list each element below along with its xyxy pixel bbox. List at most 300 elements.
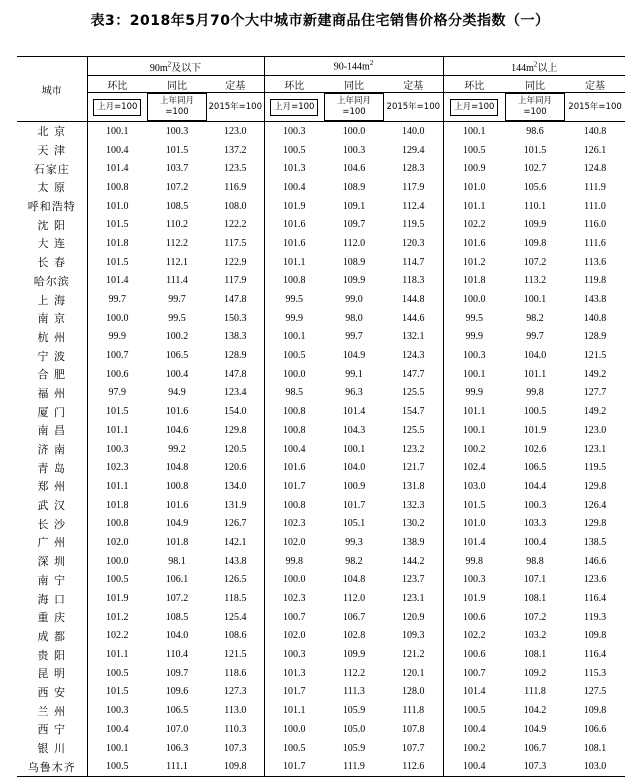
header-row-groups bbox=[17, 57, 625, 76]
index-value: 100.4 bbox=[264, 178, 324, 197]
index-value: 99.5 bbox=[443, 309, 505, 328]
index-value: 99.7 bbox=[526, 331, 544, 343]
index-value: 102.3 bbox=[87, 458, 147, 477]
city-name: 太 原 bbox=[37, 181, 66, 195]
index-value: 101.5 bbox=[87, 402, 147, 421]
city-name: 哈尔滨 bbox=[33, 274, 70, 288]
index-value: 104.3 bbox=[342, 424, 366, 436]
index-value: 107.7 bbox=[402, 742, 425, 754]
index-value: 109.7 bbox=[165, 667, 189, 679]
base-period-header: 上年同月=100 bbox=[324, 93, 384, 122]
table-row bbox=[17, 234, 625, 253]
city-name: 上 海 bbox=[37, 293, 66, 307]
index-value: 108.1 bbox=[583, 742, 607, 754]
metric-header: 环比 bbox=[443, 76, 505, 93]
index-value: 101.9 bbox=[523, 424, 547, 436]
index-value: 101.1 bbox=[523, 368, 547, 380]
index-value: 111.9 bbox=[324, 757, 384, 776]
index-value: 99.1 bbox=[345, 368, 363, 380]
index-value: 129.8 bbox=[583, 518, 607, 530]
index-value: 147.7 bbox=[402, 368, 425, 380]
index-value: 124.8 bbox=[583, 163, 607, 175]
index-value: 144.6 bbox=[402, 312, 425, 324]
table-row bbox=[17, 253, 625, 272]
city-name: 宁 波 bbox=[37, 349, 66, 363]
index-value: 100.5 bbox=[523, 406, 547, 418]
index-value: 100.3 bbox=[87, 440, 147, 459]
index-value: 100.8 bbox=[87, 514, 147, 533]
index-value: 143.8 bbox=[224, 555, 247, 567]
index-value: 100.1 bbox=[342, 443, 366, 455]
metric-header: 同比 bbox=[505, 76, 565, 93]
table-row bbox=[17, 701, 625, 720]
index-value: 116.9 bbox=[224, 181, 247, 193]
index-value: 126.1 bbox=[583, 144, 607, 156]
index-value: 125.5 bbox=[402, 387, 425, 399]
index-value: 127.5 bbox=[583, 686, 607, 698]
index-value: 108.1 bbox=[523, 649, 547, 661]
index-value: 121.2 bbox=[402, 649, 425, 661]
index-value: 101.6 bbox=[443, 234, 505, 253]
index-value: 100.5 bbox=[264, 739, 324, 758]
index-value: 102.7 bbox=[523, 163, 547, 175]
index-value: 108.1 bbox=[523, 593, 547, 605]
base-period-header: 上月=100 bbox=[264, 93, 324, 122]
index-value: 100.8 bbox=[264, 421, 324, 440]
index-value: 101.4 bbox=[443, 533, 505, 552]
index-value: 102.4 bbox=[443, 458, 505, 477]
index-value: 101.6 bbox=[264, 234, 324, 253]
index-value: 101.7 bbox=[264, 477, 324, 496]
index-value: 100.3 bbox=[264, 645, 324, 664]
index-value: 101.5 bbox=[523, 144, 547, 156]
index-value: 102.0 bbox=[87, 533, 147, 552]
index-value: 100.4 bbox=[443, 720, 505, 739]
city-name: 厦 门 bbox=[37, 405, 66, 419]
index-value: 106.5 bbox=[165, 705, 189, 717]
city-name: 大 连 bbox=[37, 237, 66, 251]
index-value: 143.8 bbox=[583, 294, 607, 306]
index-value: 149.2 bbox=[583, 406, 607, 418]
index-value: 138.5 bbox=[583, 536, 607, 548]
table-row bbox=[17, 739, 625, 758]
index-value: 100.1 bbox=[264, 328, 324, 347]
index-value: 100.2 bbox=[443, 440, 505, 459]
index-value: 98.2 bbox=[526, 312, 544, 324]
index-value: 101.1 bbox=[87, 421, 147, 440]
metric-header: 同比 bbox=[147, 76, 207, 93]
base-period-header: 上年同月=100 bbox=[505, 93, 565, 122]
index-value: 103.7 bbox=[165, 163, 189, 175]
index-value: 99.8 bbox=[264, 552, 324, 571]
index-value: 100.1 bbox=[443, 122, 505, 141]
index-value: 98.2 bbox=[345, 555, 363, 567]
table-row bbox=[17, 514, 625, 533]
index-value: 150.3 bbox=[224, 312, 247, 324]
base-period-header: 上年同月=100 bbox=[147, 93, 207, 122]
index-value: 128.9 bbox=[583, 331, 607, 343]
city-name: 南 昌 bbox=[37, 424, 66, 438]
table-row bbox=[17, 533, 625, 552]
city-name: 长 沙 bbox=[37, 517, 66, 531]
table-row bbox=[17, 683, 625, 702]
index-value: 101.8 bbox=[87, 496, 147, 515]
index-value: 112.0 bbox=[342, 237, 366, 249]
index-value: 101.0 bbox=[443, 178, 505, 197]
index-value: 123.1 bbox=[583, 443, 607, 455]
index-value: 120.9 bbox=[402, 611, 425, 623]
index-value: 110.4 bbox=[165, 649, 189, 661]
index-value: 105.6 bbox=[523, 181, 547, 193]
index-value: 100.8 bbox=[165, 480, 189, 492]
index-value: 102.2 bbox=[443, 627, 505, 646]
index-value: 100.4 bbox=[443, 757, 505, 776]
index-value: 111.3 bbox=[343, 686, 365, 698]
index-value: 100.5 bbox=[264, 141, 324, 160]
city-header: 城市 bbox=[17, 57, 87, 122]
index-value: 101.4 bbox=[443, 683, 505, 702]
index-value: 100.8 bbox=[87, 178, 147, 197]
index-value: 100.5 bbox=[443, 701, 505, 720]
index-value: 105.9 bbox=[342, 705, 366, 717]
city-name: 合 肥 bbox=[37, 368, 66, 382]
metric-header: 环比 bbox=[87, 76, 147, 93]
index-value: 100.3 bbox=[87, 701, 147, 720]
index-value: 120.3 bbox=[402, 237, 425, 249]
table-row bbox=[17, 215, 625, 234]
index-value: 101.9 bbox=[264, 197, 324, 216]
index-value: 107.1 bbox=[523, 574, 547, 586]
index-value: 101.1 bbox=[443, 402, 505, 421]
index-value: 102.0 bbox=[264, 533, 324, 552]
table-row bbox=[17, 178, 625, 197]
index-value: 116.0 bbox=[583, 219, 607, 231]
table-row bbox=[17, 328, 625, 347]
index-value: 108.0 bbox=[224, 200, 247, 212]
index-value: 101.8 bbox=[443, 272, 505, 291]
index-value: 107.3 bbox=[224, 742, 247, 754]
index-value: 98.8 bbox=[526, 555, 544, 567]
table-row bbox=[17, 608, 625, 627]
index-value: 101.2 bbox=[87, 608, 147, 627]
index-value: 98.0 bbox=[345, 312, 363, 324]
index-value: 96.3 bbox=[345, 387, 363, 399]
index-value: 127.7 bbox=[583, 387, 607, 399]
index-value: 131.8 bbox=[402, 480, 425, 492]
index-value: 100.0 bbox=[87, 552, 147, 571]
index-value: 123.2 bbox=[402, 443, 425, 455]
index-value: 101.5 bbox=[165, 144, 189, 156]
header-row-bases bbox=[17, 93, 625, 122]
index-value: 112.4 bbox=[402, 200, 425, 212]
index-value: 111.8 bbox=[402, 705, 425, 717]
index-value: 100.3 bbox=[165, 125, 189, 137]
index-value: 104.6 bbox=[165, 424, 189, 436]
table-row bbox=[17, 346, 625, 365]
city-name: 昆 明 bbox=[37, 667, 66, 681]
table-row bbox=[17, 384, 625, 403]
city-name: 长 春 bbox=[37, 256, 66, 270]
metric-header: 同比 bbox=[324, 76, 384, 93]
index-value: 142.1 bbox=[224, 536, 247, 548]
index-value: 115.3 bbox=[583, 667, 607, 679]
index-value: 132.3 bbox=[402, 499, 425, 511]
index-value: 123.7 bbox=[402, 574, 425, 586]
city-name: 兰 州 bbox=[37, 704, 66, 718]
index-value: 101.0 bbox=[443, 514, 505, 533]
index-value: 100.5 bbox=[443, 141, 505, 160]
index-value: 140.8 bbox=[583, 312, 607, 324]
index-value: 102.3 bbox=[264, 589, 324, 608]
index-value: 122.2 bbox=[224, 219, 247, 231]
table-row bbox=[17, 272, 625, 291]
city-name: 沈 阳 bbox=[37, 218, 66, 232]
index-value: 119.5 bbox=[402, 219, 425, 231]
index-value: 110.1 bbox=[523, 200, 547, 212]
index-value: 137.2 bbox=[224, 144, 247, 156]
index-value: 100.1 bbox=[443, 365, 505, 384]
index-value: 116.4 bbox=[583, 649, 607, 661]
index-value: 109.8 bbox=[207, 757, 264, 776]
index-value: 140.0 bbox=[402, 125, 425, 137]
index-value: 100.0 bbox=[443, 290, 505, 309]
index-value: 154.7 bbox=[402, 406, 425, 418]
index-value: 132.1 bbox=[402, 331, 425, 343]
city-name: 西 安 bbox=[37, 685, 66, 699]
index-value: 101.6 bbox=[264, 458, 324, 477]
metric-header: 环比 bbox=[264, 76, 324, 93]
index-value: 102.2 bbox=[87, 627, 147, 646]
city-name: 海 口 bbox=[37, 592, 66, 606]
index-value: 107.2 bbox=[165, 181, 189, 193]
index-value: 100.4 bbox=[523, 536, 547, 548]
index-value: 147.8 bbox=[224, 368, 247, 380]
index-value: 101.1 bbox=[87, 645, 147, 664]
index-value: 154.0 bbox=[224, 406, 247, 418]
city-name: 天 津 bbox=[37, 144, 66, 158]
index-value: 112.2 bbox=[342, 667, 366, 679]
index-value: 104.6 bbox=[342, 163, 366, 175]
index-value: 100.4 bbox=[87, 141, 147, 160]
index-value: 105.0 bbox=[342, 723, 366, 735]
index-value: 124.3 bbox=[402, 350, 425, 362]
index-value: 98.1 bbox=[168, 555, 186, 567]
table-row bbox=[17, 458, 625, 477]
index-value: 101.5 bbox=[87, 253, 147, 272]
index-value: 100.7 bbox=[264, 608, 324, 627]
city-name: 北 京 bbox=[37, 125, 66, 139]
index-value: 101.6 bbox=[264, 215, 324, 234]
index-value: 99.9 bbox=[443, 328, 505, 347]
index-value: 100.7 bbox=[87, 346, 147, 365]
city-name: 成 都 bbox=[37, 629, 66, 643]
index-value: 109.9 bbox=[523, 219, 547, 231]
index-value: 103.3 bbox=[523, 518, 547, 530]
table-row bbox=[17, 309, 625, 328]
index-value: 101.9 bbox=[87, 589, 147, 608]
index-value: 108.9 bbox=[342, 181, 366, 193]
index-value: 104.2 bbox=[523, 705, 547, 717]
index-value: 108.5 bbox=[165, 200, 189, 212]
index-value: 101.6 bbox=[165, 499, 189, 511]
index-value: 106.7 bbox=[342, 611, 366, 623]
index-value: 100.1 bbox=[523, 294, 547, 306]
index-value: 100.7 bbox=[443, 664, 505, 683]
table-row bbox=[17, 421, 625, 440]
index-value: 109.8 bbox=[523, 237, 547, 249]
index-value: 101.5 bbox=[443, 496, 505, 515]
base-period-header: 上月=100 bbox=[443, 93, 505, 122]
index-value: 100.5 bbox=[87, 571, 147, 590]
index-value: 100.1 bbox=[87, 739, 147, 758]
city-name: 重 庆 bbox=[37, 611, 66, 625]
index-value: 100.8 bbox=[264, 402, 324, 421]
index-value: 102.2 bbox=[443, 215, 505, 234]
group-header-small: $90m^2$及以下 bbox=[87, 57, 264, 76]
index-value: 99.8 bbox=[443, 552, 505, 571]
index-value: 100.8 bbox=[264, 496, 324, 515]
index-value: 100.0 bbox=[342, 125, 366, 137]
index-value: 94.9 bbox=[168, 387, 186, 399]
index-value: 101.3 bbox=[264, 664, 324, 683]
index-value: 130.2 bbox=[402, 518, 425, 530]
index-value: 104.9 bbox=[165, 518, 189, 530]
index-value: 105.1 bbox=[342, 518, 366, 530]
index-value: 112.0 bbox=[342, 593, 366, 605]
index-value: 138.9 bbox=[402, 536, 425, 548]
index-value: 100.6 bbox=[87, 365, 147, 384]
header-row-metrics bbox=[17, 76, 625, 93]
index-value: 104.4 bbox=[523, 480, 547, 492]
index-value: 105.9 bbox=[342, 742, 366, 754]
index-value: 103.0 bbox=[565, 757, 625, 776]
table-title: 表3：2018年5月70个大中城市新建商品住宅销售价格分类指数（一） bbox=[90, 13, 550, 29]
index-value: 99.7 bbox=[87, 290, 147, 309]
index-value: 123.0 bbox=[583, 424, 607, 436]
index-value: 121.5 bbox=[224, 649, 247, 661]
table-row bbox=[17, 402, 625, 421]
index-value: 101.1 bbox=[264, 253, 324, 272]
index-value: 101.5 bbox=[87, 683, 147, 702]
index-value: 100.3 bbox=[443, 346, 505, 365]
index-value: 125.4 bbox=[224, 611, 247, 623]
table-row bbox=[17, 141, 625, 160]
index-value: 100.2 bbox=[443, 739, 505, 758]
index-value: 147.8 bbox=[224, 294, 247, 306]
table-row bbox=[17, 440, 625, 459]
city-name: 福 州 bbox=[37, 386, 66, 400]
table-row bbox=[17, 290, 625, 309]
city-name: 银 川 bbox=[37, 742, 66, 756]
index-value: 123.6 bbox=[583, 574, 607, 586]
index-value: 99.0 bbox=[345, 294, 363, 306]
index-value: 121.5 bbox=[583, 350, 607, 362]
index-value: 101.4 bbox=[342, 406, 366, 418]
index-value: 101.2 bbox=[443, 253, 505, 272]
index-value: 100.0 bbox=[264, 365, 324, 384]
index-value: 102.3 bbox=[264, 514, 324, 533]
index-value: 123.5 bbox=[224, 163, 247, 175]
table-row bbox=[17, 496, 625, 515]
index-value: 100.9 bbox=[443, 159, 505, 178]
index-value: 101.7 bbox=[342, 499, 366, 511]
index-value: 122.9 bbox=[224, 256, 247, 268]
index-value: 100.4 bbox=[264, 440, 324, 459]
table-row bbox=[17, 757, 625, 776]
city-name: 西 宁 bbox=[37, 723, 66, 737]
table-row bbox=[17, 645, 625, 664]
city-name: 青 岛 bbox=[37, 461, 66, 475]
index-value: 129.8 bbox=[583, 480, 607, 492]
table-row bbox=[17, 627, 625, 646]
index-value: 120.6 bbox=[224, 462, 247, 474]
city-name: 深 圳 bbox=[37, 555, 66, 569]
index-value: 106.1 bbox=[165, 574, 189, 586]
city-name: 郑 州 bbox=[37, 480, 66, 494]
index-value: 100.0 bbox=[264, 571, 324, 590]
index-value: 109.9 bbox=[342, 275, 366, 287]
index-value: 101.7 bbox=[264, 683, 324, 702]
index-value: 100.2 bbox=[165, 331, 189, 343]
index-value: 98.5 bbox=[264, 384, 324, 403]
index-value: 101.3 bbox=[264, 159, 324, 178]
city-name: 贵 阳 bbox=[37, 648, 66, 662]
table-row bbox=[17, 589, 625, 608]
index-value: 100.6 bbox=[443, 645, 505, 664]
index-value: 101.0 bbox=[87, 197, 147, 216]
index-value: 100.4 bbox=[165, 368, 189, 380]
index-value: 99.7 bbox=[168, 294, 186, 306]
table-row bbox=[17, 159, 625, 178]
index-value: 109.3 bbox=[402, 630, 425, 642]
index-value: 131.9 bbox=[224, 499, 247, 511]
index-value: 123.1 bbox=[402, 593, 425, 605]
index-value: 101.5 bbox=[87, 215, 147, 234]
index-value: 107.0 bbox=[165, 723, 189, 735]
table-row bbox=[17, 365, 625, 384]
index-value: 104.8 bbox=[165, 462, 189, 474]
index-value: 117.5 bbox=[224, 237, 247, 249]
index-value: 110.2 bbox=[165, 219, 189, 231]
index-value: 100.3 bbox=[342, 144, 366, 156]
index-value: 100.6 bbox=[443, 608, 505, 627]
index-value: 107.3 bbox=[505, 757, 565, 776]
index-value: 116.4 bbox=[583, 593, 607, 605]
index-value: 128.0 bbox=[402, 686, 425, 698]
city-name: 乌鲁木齐 bbox=[17, 757, 87, 776]
table-row bbox=[17, 720, 625, 739]
index-value: 107.2 bbox=[523, 256, 547, 268]
table-row bbox=[17, 197, 625, 216]
index-value: 123.0 bbox=[224, 125, 247, 137]
index-value: 129.4 bbox=[402, 144, 425, 156]
index-value: 100.5 bbox=[264, 346, 324, 365]
index-value: 126.7 bbox=[224, 518, 247, 530]
index-value: 100.3 bbox=[443, 571, 505, 590]
index-value: 113.6 bbox=[583, 256, 607, 268]
city-name: 南 宁 bbox=[37, 573, 66, 587]
base-period-header: 2015年=100 bbox=[384, 93, 443, 122]
price-index-table bbox=[17, 56, 625, 777]
index-value: 106.7 bbox=[523, 742, 547, 754]
group-header-medium: $90-144m^2$ bbox=[264, 57, 443, 76]
index-value: 118.6 bbox=[224, 667, 247, 679]
index-value: 106.6 bbox=[583, 723, 607, 735]
city-name: 杭 州 bbox=[37, 330, 66, 344]
group-header-large: $144m^2$以上 bbox=[443, 57, 625, 76]
index-value: 102.6 bbox=[523, 443, 547, 455]
index-value: 100.1 bbox=[87, 122, 147, 141]
